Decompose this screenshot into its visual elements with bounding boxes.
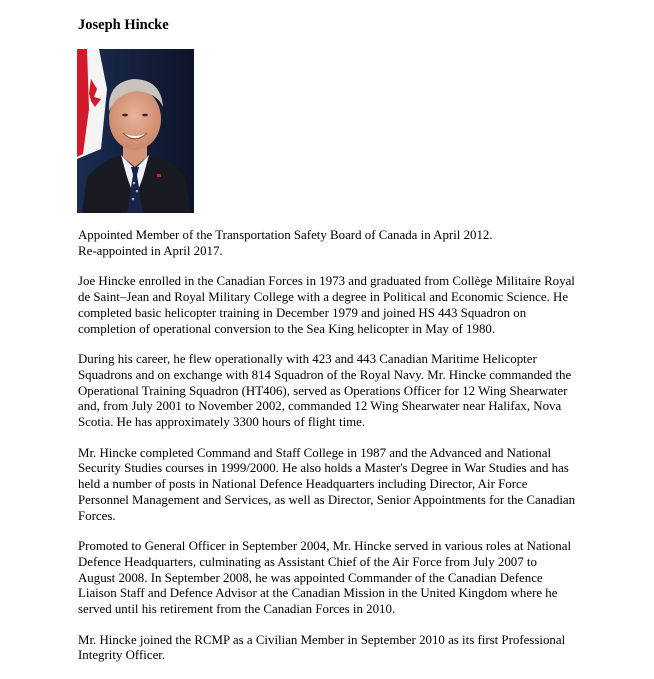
- bio-line: Joe Hincke enrolled in the Canadian Forces in 1973 and graduated from Collège Militaire Royal: [78, 274, 575, 289]
- bio-line: Squadrons and on exchange with 814 Squadron of the Royal Navy. Mr. Hincke commanded the: [78, 367, 572, 382]
- bio-line: Appointed Member of the Transportation Safety Board of Canada in April 2012.: [78, 228, 493, 242]
- bio-line: Re-appointed in April 2017.: [78, 243, 223, 258]
- bio-line: Security Studies courses in 1999/2000. He also holds a Master's Degree in War Studies and has: [78, 461, 569, 476]
- bio-line: Operational Training Squadron (HT406), served as Operations Officer for 12 Wing Shearwater: [78, 383, 568, 398]
- bio-line: completion of operational conversion to the Sea King helicopter in May of 1980.: [78, 321, 496, 336]
- bio-paragraph-education: [78, 274, 638, 337]
- bio-line: and, from July 2001 to November 2002, commanded 12 Wing Shearwater near Halifax, Nova: [78, 399, 562, 414]
- bio-line: During his career, he flew operationally with 423 and 443 Canadian Maritime Helicopter: [78, 352, 537, 367]
- portrait-photo: [77, 49, 194, 213]
- bio-line: completed basic helicopter training in December 1979 and joined HS 443 Squadron on: [78, 305, 527, 320]
- bio-line: Defence Headquarters, culminating as Assistant Chief of the Air Force from July 2007 to: [78, 554, 537, 569]
- bio-paragraph-rcmp: [78, 633, 638, 664]
- bio-line: August 2008. In September 2008, he was appointed Commander of the Canadian Defence: [78, 570, 543, 585]
- bio-line: Forces.: [78, 508, 116, 523]
- bio-paragraph-studies: [78, 446, 638, 525]
- bio-line: Personnel Management and Services, as well as Director, Senior Appointments for the Canadian: [78, 492, 576, 507]
- bio-paragraph-appointment: [78, 228, 638, 259]
- bio-paragraph-promotion: [78, 539, 638, 618]
- bio-line: Promoted to General Officer in September 2004, Mr. Hincke served in various roles at National: [78, 539, 572, 554]
- bio-line: held a number of posts in National Defence Headquarters including Director, Air Force: [78, 477, 528, 492]
- bio-line: served until his retirement from the Canadian Forces in 2010.: [78, 602, 396, 617]
- bio-line: Integrity Officer.: [78, 648, 166, 663]
- biography: [78, 228, 638, 679]
- person-name: Joseph Hincke: [78, 17, 169, 33]
- bio-line: Mr. Hincke joined the RCMP as a Civilian Member in September 2010 as its first Professional: [78, 632, 566, 647]
- bio-line: Liaison Staff and Defence Advisor at the Canadian Mission in the United Kingdom where he: [78, 586, 558, 601]
- bio-paragraph-career: [78, 352, 638, 431]
- bio-line: Scotia. He has approximately 3300 hours of flight time.: [78, 415, 366, 430]
- bio-line: Mr. Hincke completed Command and Staff College in 1987 and the Advanced and National: [78, 445, 552, 460]
- bio-line: de Saint–Jean and Royal Military College with a degree in Political and Economic Science. He: [78, 290, 569, 305]
